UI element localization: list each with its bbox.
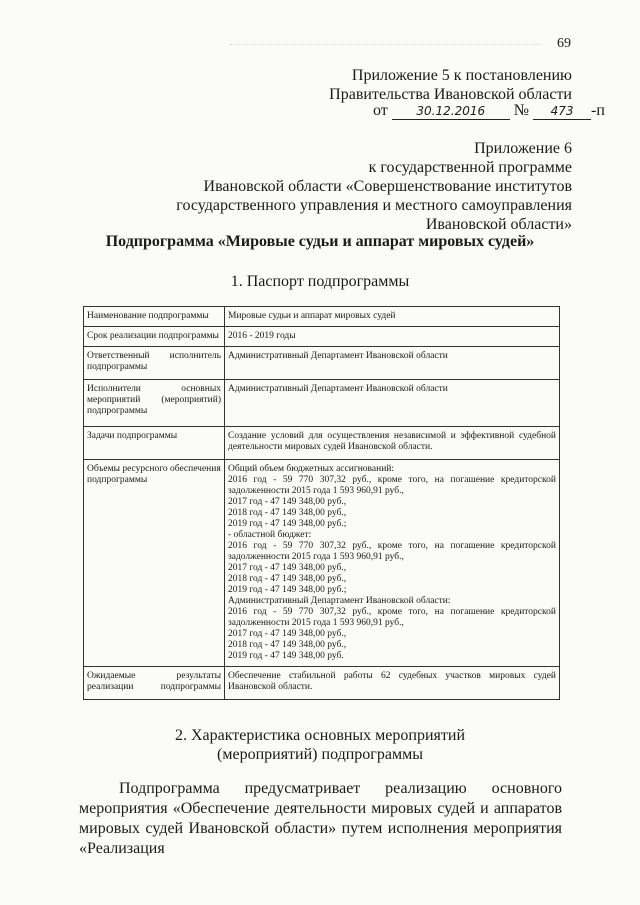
row-value — [225, 427, 560, 460]
value-line: 2019 год - 47 149 348,00 руб.; — [228, 585, 347, 595]
value-line: Мировые судьи и аппарат мировых судей — [228, 311, 396, 321]
value-line: Создание условий для осуществления независимой и эффективной судебной деятельности мировых судей Ивановской области. — [228, 431, 556, 452]
order-number-label: № — [513, 102, 530, 119]
value-line: 2016 год - 59 770 307,32 руб., кроме того, на погашение кредиторской задолженности 2015 года 1 593 960,91 руб., — [228, 607, 556, 628]
section2-heading — [0, 726, 640, 764]
page-number: 69 — [557, 36, 571, 51]
value-line: 2016 год - 59 770 307,32 руб., кроме того, на погашение кредиторской задолженности 2015 года 1 593 960,91 руб., — [228, 475, 556, 496]
row-value — [225, 460, 560, 667]
row-value — [225, 380, 560, 427]
table-row — [84, 347, 560, 380]
value-line: Административный Департамент Ивановской области: — [228, 596, 451, 606]
table-row — [84, 427, 560, 460]
annex6-header — [176, 139, 572, 234]
row-label: Срок реализации подпрограммы — [84, 327, 225, 347]
annex5-line1: Приложение 5 к постановлению — [351, 67, 572, 84]
row-label: Наименование подпрограммы — [84, 307, 225, 327]
table-row — [84, 667, 560, 700]
row-value — [225, 667, 560, 700]
row-label: Ожидаемые результаты реализации подпрограммы — [84, 667, 225, 700]
order-reference — [373, 102, 605, 120]
value-line: Административный Департамент Ивановской области — [228, 351, 448, 361]
section2-line1: 2. Характеристика основных мероприятий — [174, 727, 466, 744]
annex6-line5: Ивановской области» — [425, 216, 572, 233]
order-date: 30.12.2016 — [392, 103, 510, 120]
annex6-line2: к государственной программе — [368, 159, 572, 176]
value-line: Общий объем бюджетных ассигнований: — [228, 464, 395, 474]
table-row — [84, 307, 560, 327]
passport-table — [83, 306, 560, 700]
row-value — [225, 347, 560, 380]
annex6-line1: Приложение 6 — [474, 140, 572, 157]
table-row — [84, 460, 560, 667]
value-line: 2018 год - 47 149 348,00 руб., — [228, 640, 347, 650]
annex5-header — [329, 66, 572, 104]
order-from-label: от — [373, 102, 388, 119]
row-label: Ответственный исполнитель подпрограммы — [84, 347, 225, 380]
value-line: 2018 год - 47 149 348,00 руб., — [228, 574, 347, 584]
annex6-line3: Ивановской области «Совершенствование институтов — [203, 178, 572, 195]
value-line: Административный Департамент Ивановской области — [228, 384, 448, 394]
table-row — [84, 327, 560, 347]
value-line: Обеспечение стабильной работы 62 судебных участков мировых судей Ивановской области. — [228, 671, 556, 692]
value-line: 2019 год - 47 149 348,00 руб.; — [228, 519, 347, 529]
row-value — [225, 307, 560, 327]
row-value — [225, 327, 560, 347]
value-line: 2016 год - 59 770 307,32 руб., кроме того, на погашение кредиторской задолженности 2015 года 1 593 960,91 руб., — [228, 541, 556, 562]
row-label: Задачи подпрограммы — [84, 427, 225, 460]
section2-line2: (мероприятий) подпрограммы — [217, 746, 423, 763]
annex5-line2: Правительства Ивановской области — [329, 86, 572, 103]
body-paragraph: Подпрограмма предусматривает реализацию основного мероприятия «Обеспечение деятельности мировых судей и аппаратов мировых судей Ивановской области» путем исполнения мероприятия «Реализация — [79, 780, 562, 857]
value-line: 2018 год - 47 149 348,00 руб., — [228, 508, 347, 518]
table-row — [84, 380, 560, 427]
value-line: 2017 год - 47 149 348,00 руб., — [228, 497, 347, 507]
subprogram-title: Подпрограмма «Мировые судьи и аппарат мировых судей» — [105, 233, 535, 250]
row-label: Объемы ресурсного обеспечения подпрограммы — [84, 460, 225, 667]
scan-dotted-line — [230, 44, 540, 45]
value-line: 2016 - 2019 годы — [228, 331, 296, 341]
value-line: - областной бюджет: — [228, 530, 312, 540]
order-number: 473 — [533, 103, 591, 120]
value-line: 2017 год - 47 149 348,00 руб., — [228, 629, 347, 639]
row-label: Исполнители основных мероприятий (мероприятий) подпрограммы — [84, 380, 225, 427]
value-line: 2017 год - 47 149 348,00 руб., — [228, 563, 347, 573]
passport-title: 1. Паспорт подпрограммы — [230, 273, 410, 290]
value-line: 2019 год - 47 149 348,00 руб. — [228, 651, 344, 661]
annex6-line4: государственного управления и местного самоуправления — [176, 197, 572, 214]
order-suffix: -п — [591, 102, 605, 119]
